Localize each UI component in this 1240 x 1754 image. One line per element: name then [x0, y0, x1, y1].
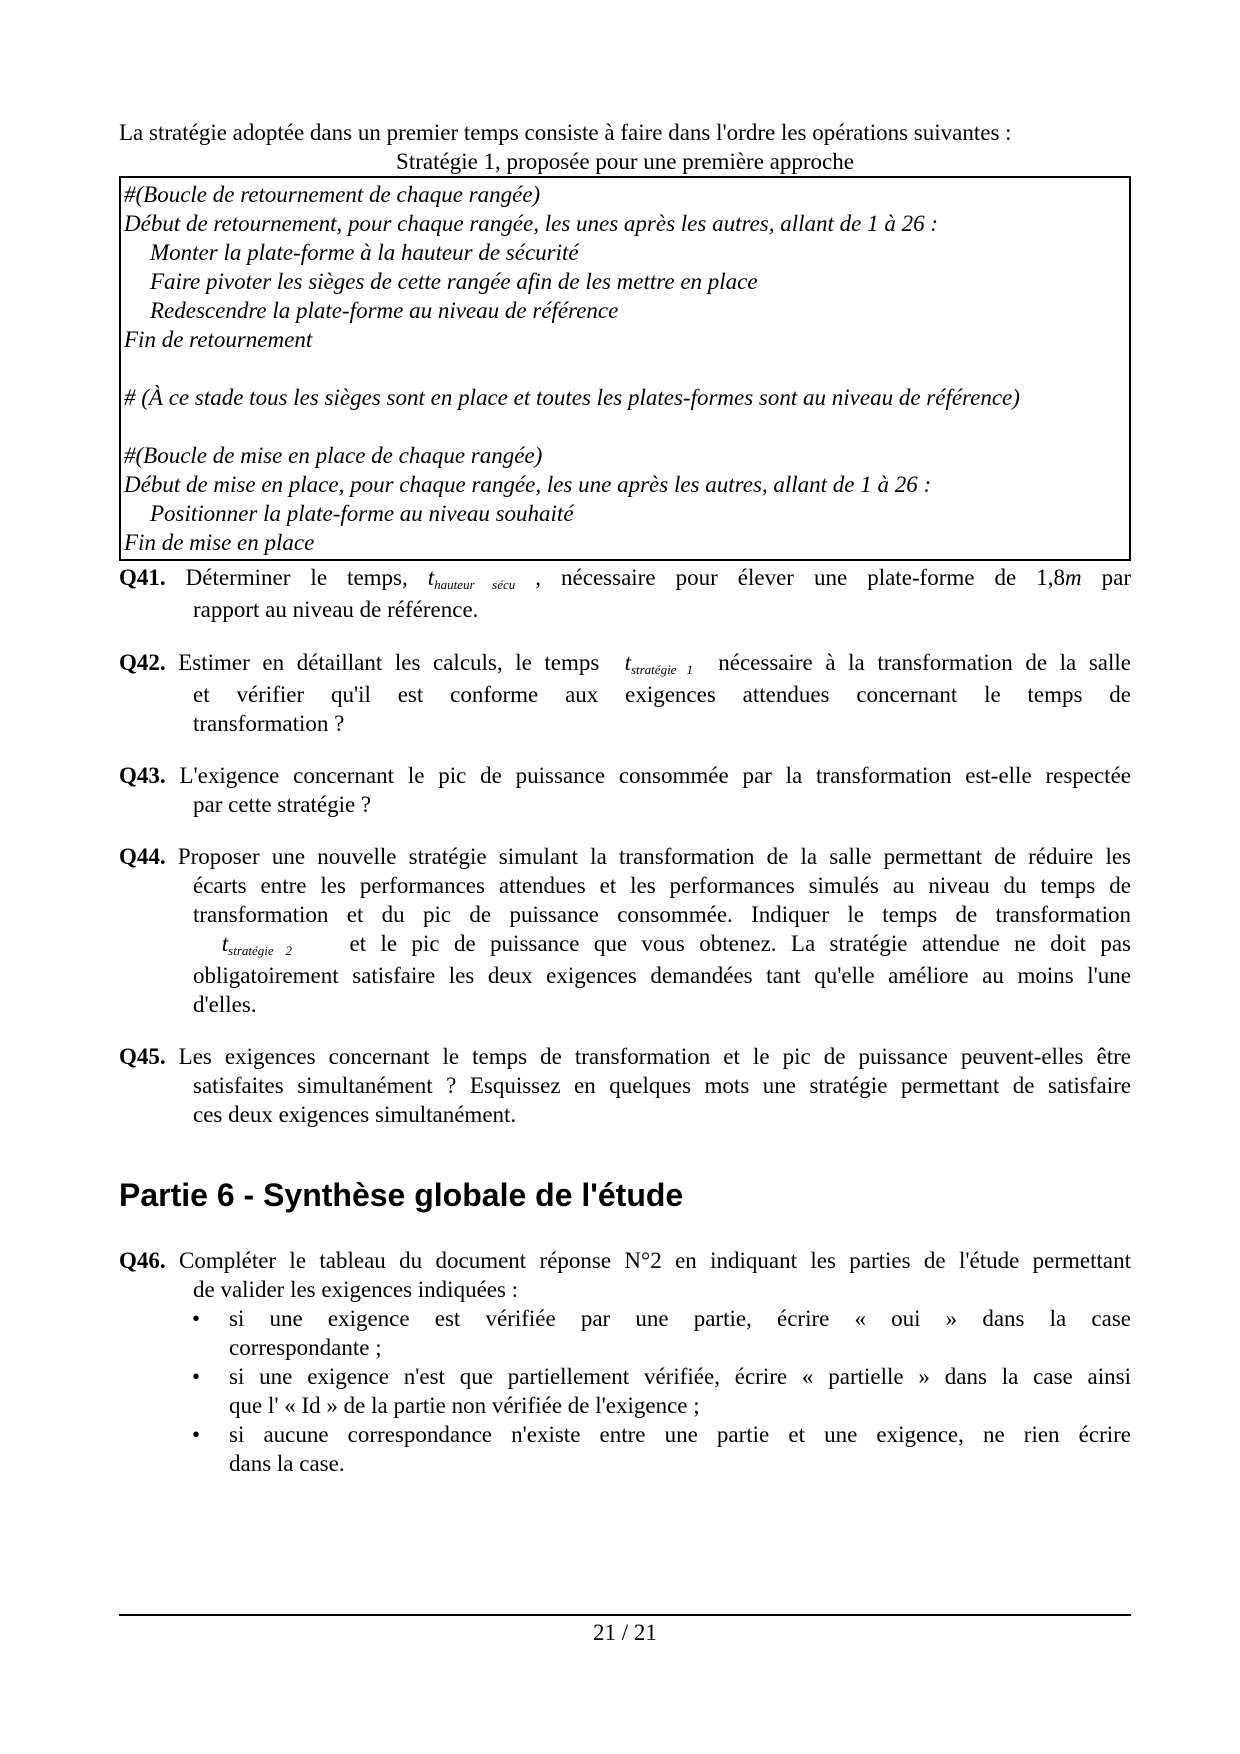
algo-line: #(Boucle de mise en place de chaque rangée) — [124, 443, 543, 468]
question-q45 — [119, 1042, 1131, 1129]
page-number: 21 / 21 — [593, 1620, 657, 1645]
question-number: Q44. — [119, 844, 166, 869]
question-text: par cette stratégie ? — [193, 792, 372, 817]
algo-blank — [124, 412, 1125, 441]
math-value: 1,8 — [1036, 565, 1065, 590]
question-text: rapport au niveau de référence. — [193, 597, 479, 622]
algo-blank — [124, 354, 1125, 383]
page-content — [119, 118, 1131, 1478]
question-text: Compléter le tableau du document réponse N°2 en indiquant les parties de l'étude permettant — [179, 1248, 1132, 1273]
bullet-icon: • — [192, 1422, 201, 1447]
question-text: , nécessaire pour élever une plate-forme de — [535, 565, 1017, 590]
question-text: d'elles. — [193, 992, 257, 1017]
math-variable: t — [624, 650, 631, 675]
math-unit: m — [1065, 565, 1082, 590]
instruction-list — [119, 1304, 1131, 1478]
question-text: Proposer une nouvelle stratégie simulant la transformation de la salle permettant de réduire les — [177, 844, 1132, 869]
question-text: transformation et du pic de puissance consommée. Indiquer le temps de transformation — [193, 902, 1131, 927]
list-item-text: si aucune correspondance n'existe entre une partie et une exigence, ne rien écrire — [229, 1422, 1131, 1447]
algo-line: #(Boucle de retournement de chaque rangée) — [124, 182, 541, 207]
question-number: Q43. — [119, 763, 166, 788]
math-subscript: stratégie 2 — [228, 943, 293, 958]
algo-line: Début de mise en place, pour chaque rangée, les une après les autres, allant de 1 à 26 : — [124, 472, 932, 497]
question-number: Q42. — [119, 650, 166, 675]
algo-line: Monter la plate-forme à la hauteur de sécurité — [150, 240, 579, 265]
algo-line: # (À ce stade tous les sièges sont en place et toutes les plates-formes sont au niveau de référence) — [124, 385, 1020, 410]
algo-line: Fin de mise en place — [124, 530, 315, 555]
question-text: transformation ? — [193, 711, 345, 736]
algorithm-caption: Stratégie 1, proposée pour une première approche — [396, 149, 854, 174]
question-text: Estimer en détaillant les calculs, le temps — [178, 650, 600, 675]
question-q44 — [119, 842, 1131, 1019]
intro-text: La stratégie adoptée dans un premier temps consiste à faire dans l'ordre les opérations suivantes : — [119, 120, 1012, 145]
list-item-text: si une exigence est vérifiée par une partie, écrire « oui » dans la case — [229, 1306, 1131, 1331]
algo-line: Positionner la plate-forme au niveau souhaité — [150, 501, 574, 526]
question-text: et le pic de puissance que vous obtenez. La stratégie attendue ne doit pas — [349, 931, 1132, 956]
math-variable: t — [221, 931, 229, 956]
list-item-text: dans la case. — [229, 1451, 345, 1476]
list-item-text: si une exigence n'est que partiellement vérifiée, écrire « partielle » dans la case ainsi — [229, 1364, 1131, 1389]
question-number: Q41. — [119, 565, 166, 590]
question-text: écarts entre les performances attendues et les performances simulés au niveau du temps de — [193, 873, 1131, 898]
question-q41 — [119, 563, 1131, 624]
math-variable: t — [427, 565, 435, 590]
list-item-text: que l' « Id » de la partie non vérifiée de l'exigence ; — [229, 1393, 700, 1418]
list-item — [192, 1420, 1131, 1478]
algorithm-box — [119, 176, 1131, 561]
question-text: Déterminer le temps, — [185, 565, 408, 590]
question-text: Les exigences concernant le temps de transformation et le pic de puissance peuvent-elles être — [178, 1044, 1131, 1069]
question-text: nécessaire à la transformation de la salle — [718, 650, 1131, 675]
question-text: et vérifier qu'il est conforme aux exigences attendues concernant le temps de — [193, 682, 1131, 707]
bullet-icon: • — [192, 1364, 201, 1389]
question-text: de valider les exigences indiquées : — [193, 1277, 519, 1302]
question-q43 — [119, 761, 1131, 819]
section-title: Partie 6 - Synthèse globale de l'étude — [119, 1177, 684, 1213]
algo-line: Fin de retournement — [124, 327, 313, 352]
math-subscript: hauteur sécu — [434, 577, 516, 592]
question-text: satisfaites simultanément ? Esquissez en quelques mots une stratégie permettant de satisfaire — [193, 1073, 1131, 1098]
question-q46 — [119, 1246, 1131, 1304]
list-item — [192, 1304, 1131, 1362]
list-item — [192, 1362, 1131, 1420]
question-text: L'exigence concernant le pic de puissance consommée par la transformation est-elle respectée — [179, 763, 1131, 788]
question-number: Q45. — [119, 1044, 166, 1069]
question-text: ces deux exigences simultanément. — [193, 1102, 517, 1127]
algo-line: Faire pivoter les sièges de cette rangée afin de les mettre en place — [150, 269, 758, 294]
algo-line: Début de retournement, pour chaque rangée, les unes après les autres, allant de 1 à 26 : — [124, 211, 939, 236]
math-subscript: stratégie 1 — [630, 662, 694, 677]
bullet-icon: • — [192, 1306, 201, 1331]
list-item-text: correspondante ; — [229, 1335, 382, 1360]
question-number: Q46. — [119, 1248, 166, 1273]
footer-divider — [119, 1614, 1131, 1616]
algo-line: Redescendre la plate-forme au niveau de référence — [150, 298, 619, 323]
question-text: obligatoirement satisfaire les deux exigences demandées tant qu'elle améliore au moins l'une — [193, 963, 1131, 988]
question-text: par — [1101, 565, 1132, 590]
question-q42 — [119, 648, 1131, 738]
